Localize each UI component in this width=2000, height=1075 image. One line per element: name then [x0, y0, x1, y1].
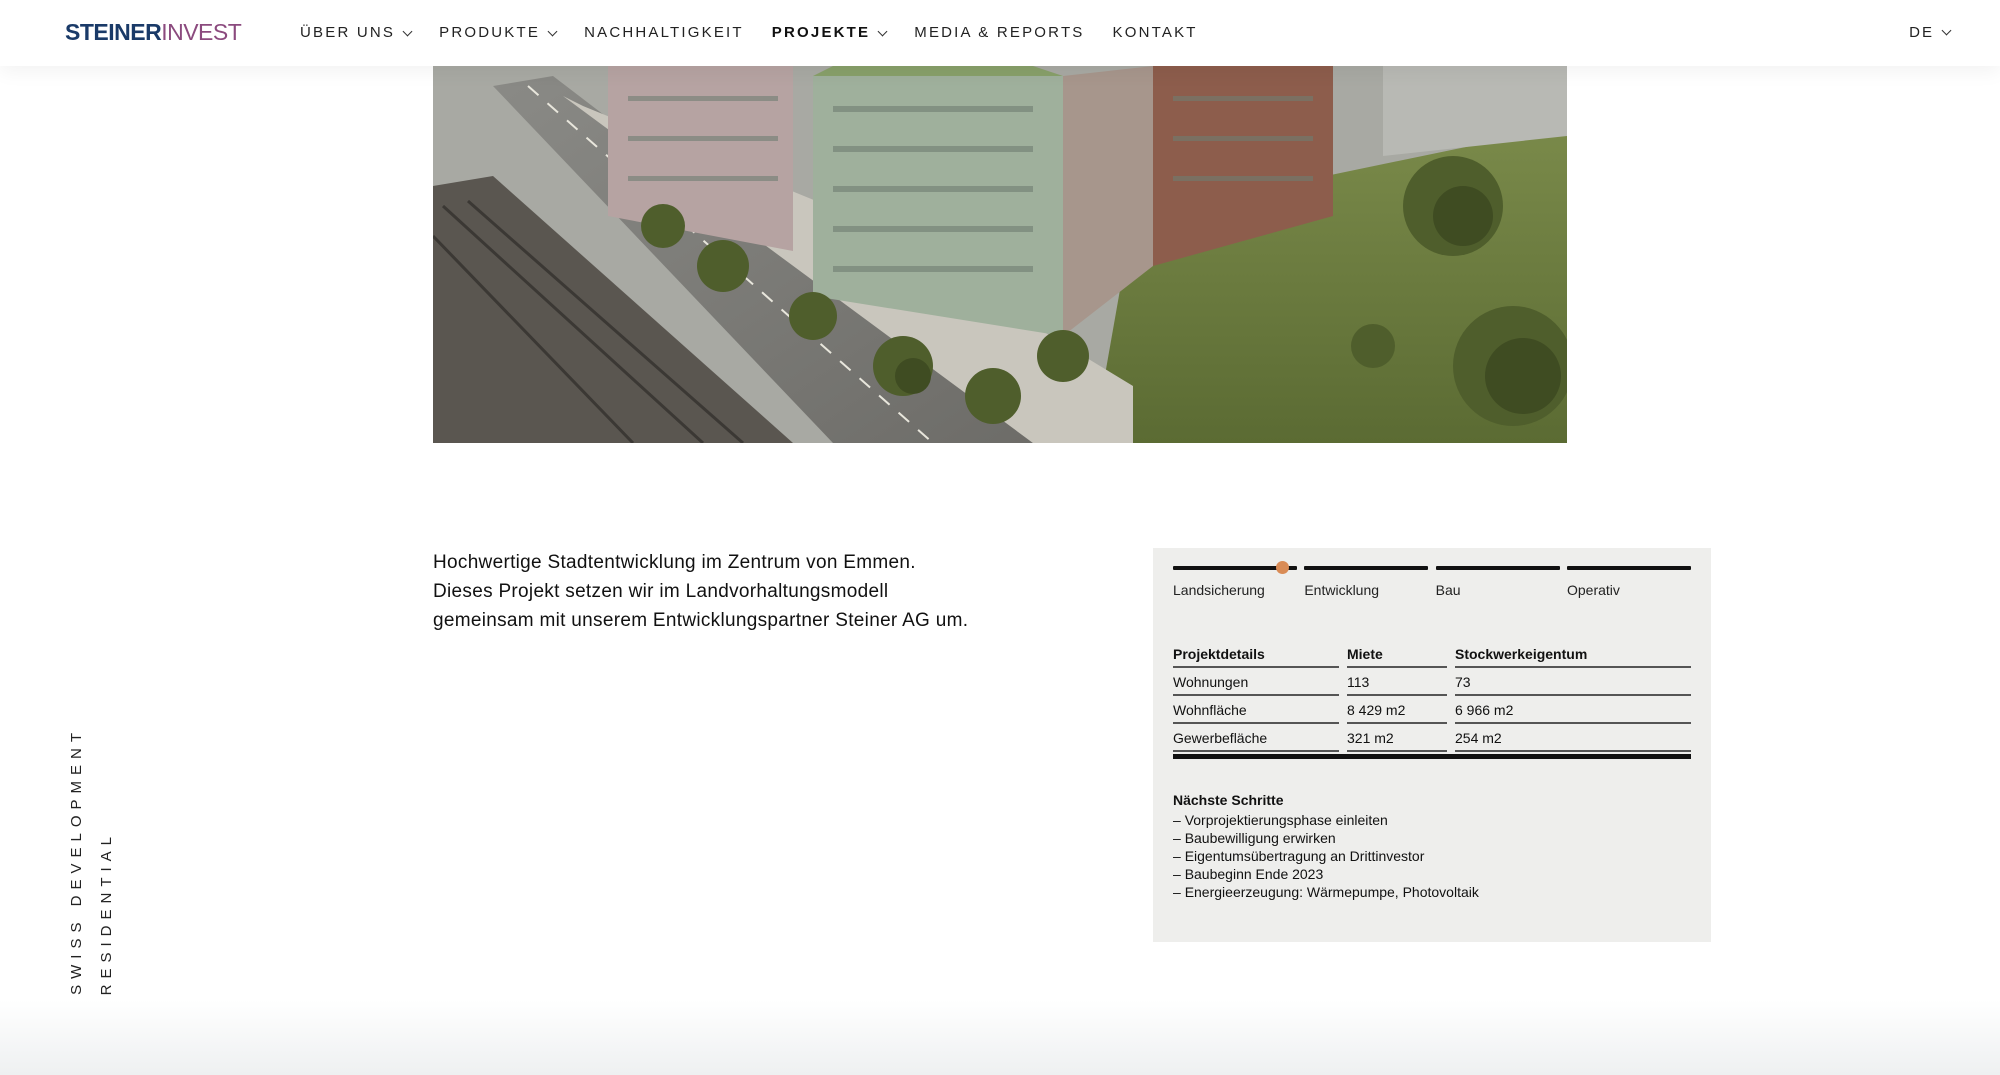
- phase-bar: [1436, 566, 1560, 570]
- list-item: – Eigentumsübertragung an Drittinvestor: [1173, 847, 1691, 865]
- table-row: [1173, 696, 1691, 724]
- table-row: [1173, 724, 1691, 752]
- chevron-down-icon: [548, 26, 558, 36]
- aerial-rendering-illustration: [433, 66, 1567, 443]
- list-item: – Baubewilligung erwirken: [1173, 829, 1691, 847]
- hero-image: [433, 66, 1567, 443]
- phase-bau: [1436, 566, 1560, 598]
- nav-item-ueber-uns[interactable]: [300, 23, 411, 43]
- intro-line: Dieses Projekt setzen wir im Landvorhaltungsmodell: [433, 581, 889, 602]
- project-info-panel: [1153, 548, 1711, 942]
- phase-bar: [1567, 566, 1691, 570]
- nav-label: MEDIA & REPORTS: [914, 24, 1085, 41]
- list-item: – Baubeginn Ende 2023: [1173, 865, 1691, 883]
- project-phase-timeline: [1173, 566, 1691, 598]
- nav-item-nachhaltigkeit[interactable]: [584, 23, 744, 43]
- cell-miete: 8 429 m2: [1347, 696, 1447, 724]
- nav-item-media-reports[interactable]: [914, 23, 1084, 43]
- table-row: [1173, 668, 1691, 696]
- chevron-down-icon: [403, 26, 413, 36]
- section-divider-fade: [0, 1000, 2000, 1075]
- phase-label: Landsicherung: [1173, 582, 1265, 598]
- phase-label: Entwicklung: [1304, 582, 1380, 598]
- list-item: – Energieerzeugung: Wärmepumpe, Photovoltaik: [1173, 883, 1691, 901]
- nav-item-projekte[interactable]: [772, 23, 886, 43]
- column-header: Projektdetails: [1173, 640, 1339, 668]
- row-label: Gewerbefläche: [1173, 724, 1339, 752]
- project-intro: [433, 548, 1033, 635]
- site-header: [0, 0, 2000, 66]
- nav-label: PROJEKTE: [771, 24, 871, 41]
- side-label-type: RESIDENTIAL: [98, 830, 115, 995]
- chevron-down-icon: [878, 26, 888, 36]
- chevron-down-icon: [1942, 26, 1952, 36]
- nav-label: ÜBER UNS: [300, 24, 396, 41]
- nav-item-kontakt[interactable]: [1113, 23, 1198, 43]
- logo[interactable]: [65, 18, 241, 46]
- column-header: Miete: [1347, 640, 1447, 668]
- nav-label: PRODUKTE: [439, 24, 541, 41]
- phase-landsicherung: [1173, 566, 1297, 598]
- main-nav: [300, 23, 1226, 43]
- phase-label: Bau: [1435, 582, 1461, 598]
- cell-stockwerkeigentum: 254 m2: [1455, 724, 1691, 752]
- nav-label: NACHHALTIGKEIT: [584, 24, 744, 41]
- language-selector[interactable]: [1909, 24, 1950, 41]
- nav-label: KONTAKT: [1112, 24, 1198, 41]
- list-item: – Vorprojektierungsphase einleiten: [1173, 811, 1691, 829]
- phase-operativ: [1567, 566, 1691, 598]
- next-steps-title: Nächste Schritte: [1173, 792, 1284, 808]
- table-header-row: [1173, 640, 1691, 668]
- intro-line: Hochwertige Stadtentwicklung im Zentrum von Emmen.: [433, 552, 916, 573]
- cell-miete: 321 m2: [1347, 724, 1447, 752]
- phase-label: Operativ: [1566, 582, 1620, 598]
- column-header: Stockwerkeigentum: [1455, 640, 1691, 668]
- cell-stockwerkeigentum: 73: [1455, 668, 1691, 696]
- nav-item-produkte[interactable]: [439, 23, 556, 43]
- phase-bar: [1304, 566, 1428, 570]
- cell-miete: 113: [1347, 668, 1447, 696]
- logo-text-primary: STEINER: [65, 19, 162, 45]
- logo-text-secondary: INVEST: [161, 19, 242, 45]
- row-label: Wohnfläche: [1173, 696, 1339, 724]
- side-label-category: SWISS DEVELOPMENT: [68, 727, 85, 995]
- row-label: Wohnungen: [1173, 668, 1339, 696]
- table-end-rule: [1173, 754, 1691, 759]
- current-phase-marker: [1276, 561, 1289, 574]
- language-label: DE: [1909, 24, 1934, 41]
- next-steps: [1173, 792, 1691, 901]
- project-details-table: [1173, 640, 1691, 759]
- cell-stockwerkeigentum: 6 966 m2: [1455, 696, 1691, 724]
- phase-entwicklung: [1304, 566, 1428, 598]
- next-steps-list: [1173, 811, 1691, 901]
- intro-line: gemeinsam mit unserem Entwicklungspartner Steiner AG um.: [433, 610, 969, 631]
